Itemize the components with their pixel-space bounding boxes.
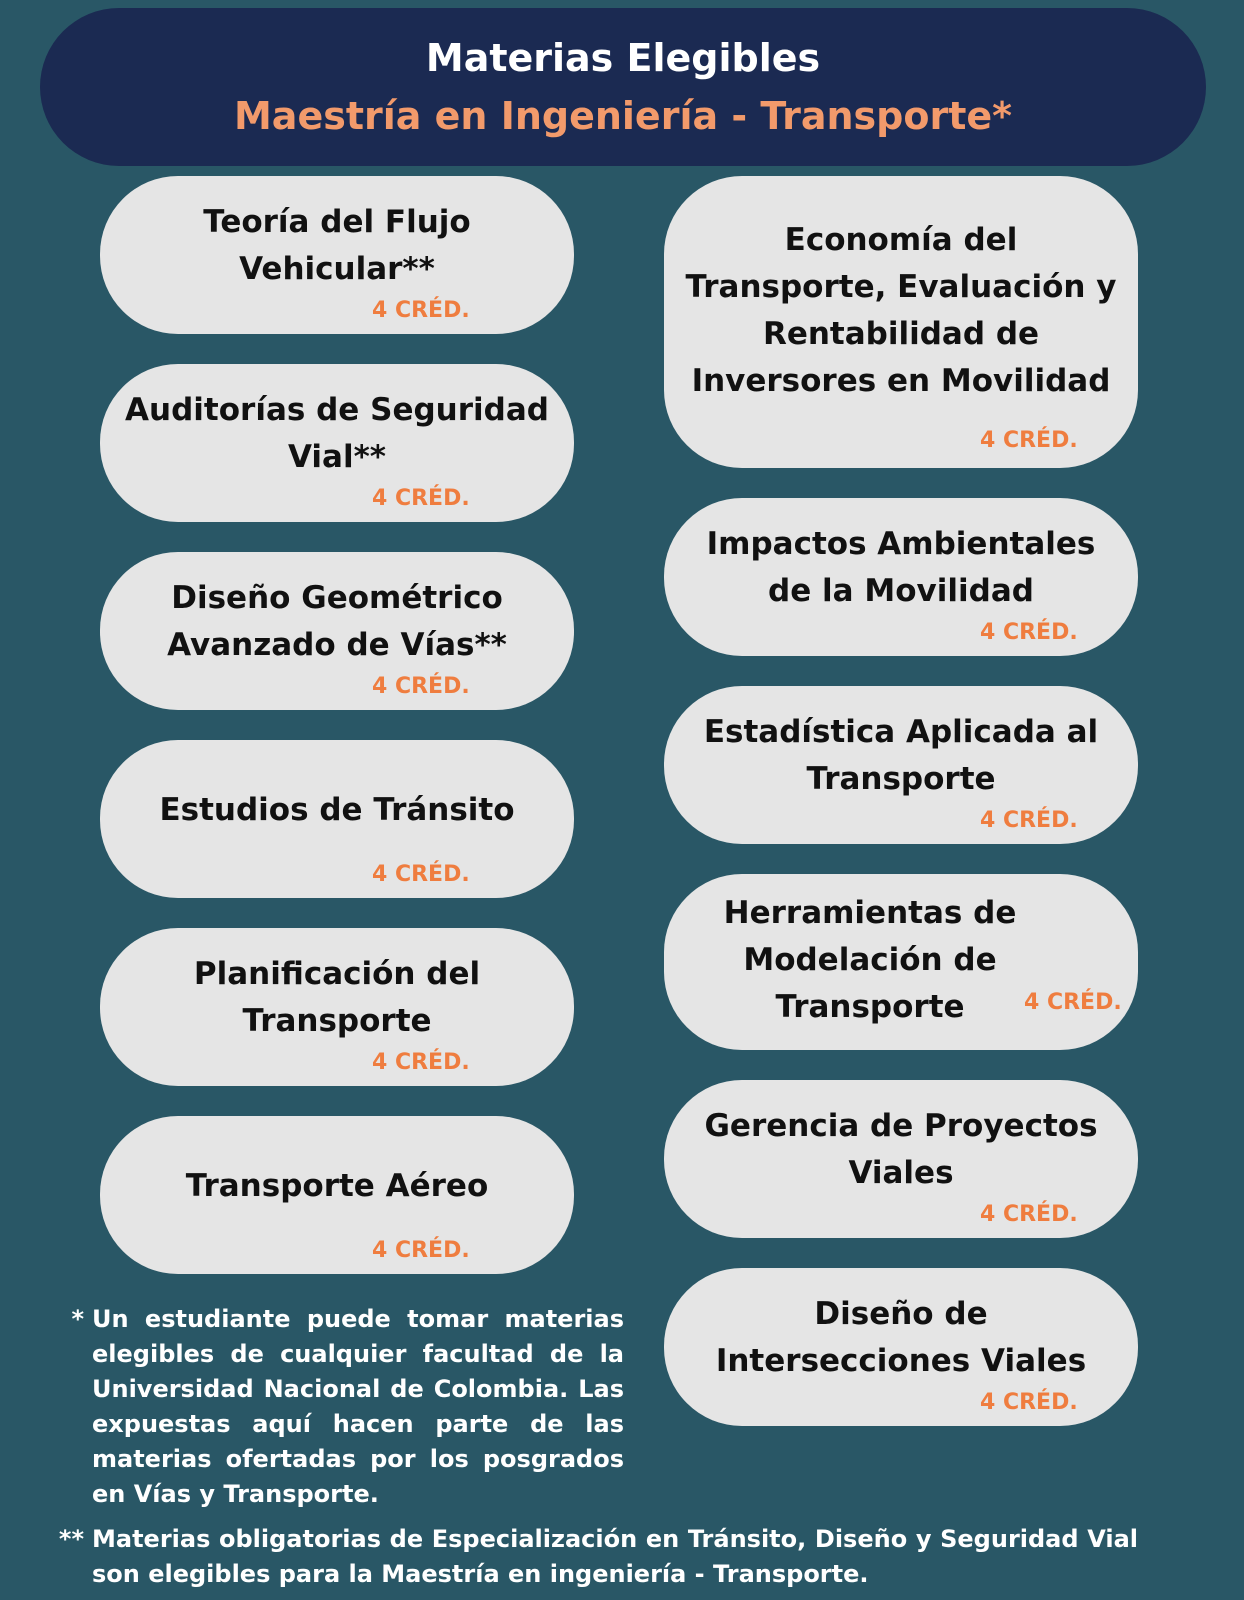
- course-name: Herramientas de Modelación de Transporte: [723, 894, 1017, 1025]
- course-credits: 4 CRÉD.: [372, 298, 470, 323]
- footnote-single: [71, 1302, 624, 1512]
- course-credits: 4 CRÉD.: [980, 620, 1078, 645]
- course-card-diseno-geometrico: [100, 552, 574, 710]
- header-banner: [40, 8, 1206, 166]
- course-card-estadistica: [664, 686, 1138, 844]
- course-name: Transporte Aéreo: [185, 1167, 489, 1204]
- course-card-economia: [664, 176, 1138, 468]
- course-credits: 4 CRÉD.: [980, 1202, 1078, 1227]
- course-name: Diseño de Intersecciones Viales: [715, 1296, 1087, 1379]
- course-credits: 4 CRÉD.: [980, 808, 1078, 833]
- footnote-text: Un estudiante puede tomar materias elegibles de cualquier facultad de la Universidad Nacional de Colombia. Las expuestas aquí hacen parte de las materias ofertadas por los posgrados en Vías y Transporte.: [92, 1305, 624, 1508]
- course-credits: 4 CRÉD.: [1024, 990, 1122, 1015]
- course-credits: 4 CRÉD.: [372, 862, 470, 887]
- course-card-impactos: [664, 498, 1138, 656]
- course-card-auditorias: [100, 364, 574, 522]
- course-credits: 4 CRÉD.: [372, 1238, 470, 1263]
- course-name: Planificación del Transporte: [193, 956, 481, 1039]
- course-name: Estudios de Tránsito: [159, 791, 515, 828]
- course-card-herramientas: [664, 874, 1138, 1050]
- course-card-estudios-transito: [100, 740, 574, 898]
- page-title: Materias Elegibles: [425, 36, 821, 80]
- footnote-text: Materias obligatorias de Especialización en Tránsito, Diseño y Seguridad Vial son elegibles para la Maestría en ingeniería - Transporte.: [92, 1525, 1138, 1588]
- footnote-mark: *: [71, 1305, 84, 1333]
- course-card-intersecciones: [664, 1268, 1138, 1426]
- course-name: Teoría del Flujo Vehicular**: [203, 204, 471, 287]
- page-subtitle: Maestría en Ingeniería - Transporte*: [233, 94, 1013, 138]
- course-name: Economía del Transporte, Evaluación y Rentabilidad de Inversores en Movilidad: [685, 222, 1117, 399]
- course-name: Gerencia de Proyectos Viales: [704, 1108, 1098, 1191]
- course-credits: 4 CRÉD.: [372, 1050, 470, 1075]
- footnote-double: [58, 1522, 1138, 1592]
- course-card-transporte-aereo: [100, 1116, 574, 1274]
- course-name: Impactos Ambientales de la Movilidad: [706, 526, 1096, 609]
- course-name: Auditorías de Seguridad Vial**: [125, 392, 549, 475]
- course-credits: 4 CRÉD.: [980, 428, 1078, 453]
- course-name: Estadística Aplicada al Transporte: [703, 714, 1099, 797]
- course-credits: 4 CRÉD.: [372, 486, 470, 511]
- course-credits: 4 CRÉD.: [372, 674, 470, 699]
- course-card-planificacion: [100, 928, 574, 1086]
- course-card-teoria-flujo: [100, 176, 574, 334]
- course-card-gerencia: [664, 1080, 1138, 1238]
- footnote-mark: **: [58, 1525, 84, 1553]
- course-credits: 4 CRÉD.: [980, 1390, 1078, 1415]
- course-name: Diseño Geométrico Avanzado de Vías**: [167, 580, 507, 663]
